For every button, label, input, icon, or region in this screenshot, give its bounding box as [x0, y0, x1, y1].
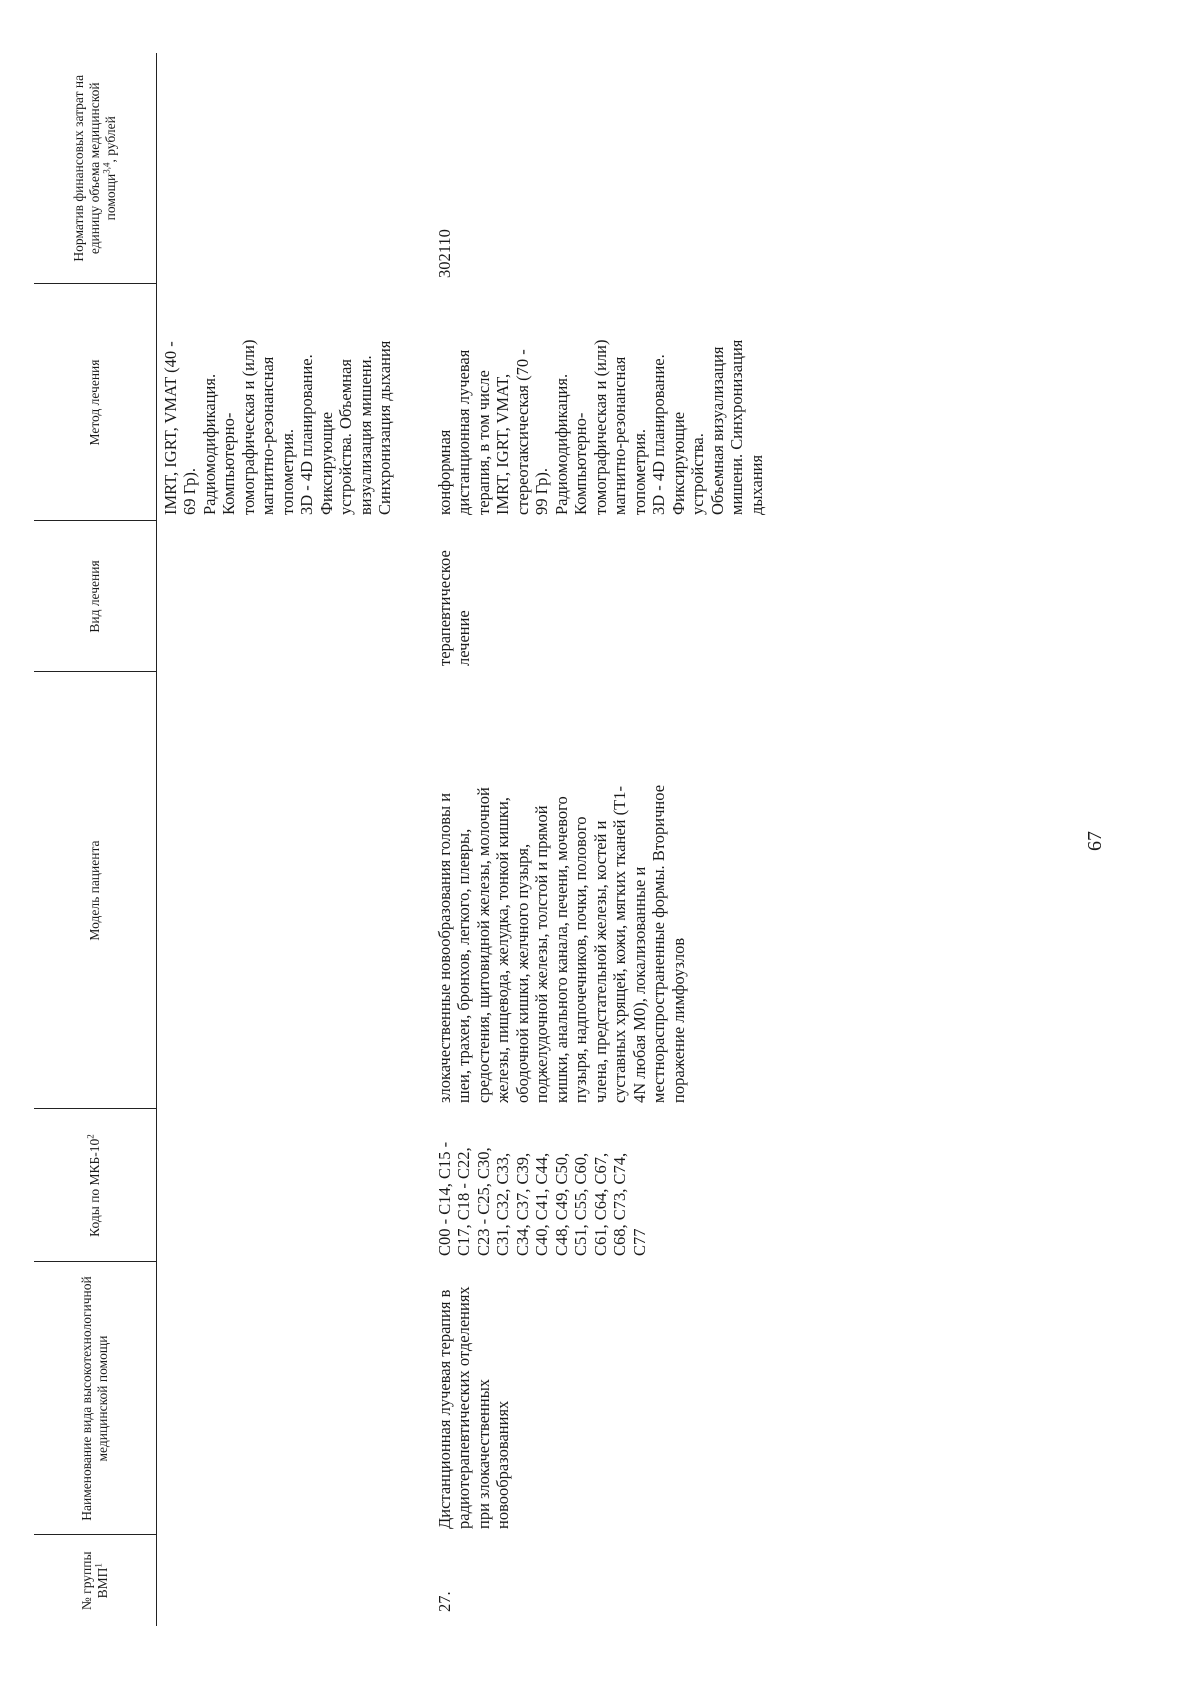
- header-group-number: № группы ВМП$^1$: [34, 1535, 156, 1626]
- cell-empty: [156, 672, 425, 1109]
- cell-treatment-method: конформная дистанционная лучевая терапия, в том числе IMRT, IGRT, VMAT, стереотаксическая (70 - 99 Гр). Радиомодификация. Компьютерно- томографическая и (или) магнитно-резонансная топометрия. 3D - 4D планирование. Фиксирующие устройства. Объемная визуализация мишени. Синхронизация дыхания: [434, 339, 766, 515]
- table-row-27: [425, 53, 771, 1626]
- table-row-continuation: [156, 53, 425, 1626]
- page-number: 67: [1084, 831, 1106, 851]
- cell-empty: [156, 1535, 425, 1626]
- header-vmp-name: Наименование вида высокотехнологичной медицинской помощи: [34, 1262, 156, 1535]
- cell-vmp-name: Дистанционная лучевая терапия в радиотерапевтических отделениях при злокачественных новообразованиях: [434, 1286, 512, 1529]
- cell-method-continuation: IMRT, IGRT, VMAT (40 - 69 Гр). Радиомодификация. Компьютерно- томографическая и (или) магнитно-резонансная топометрия. 3D - 4D планирование. Фиксирующие устройства. Объемная визуализация мишени. Синхронизация дыхания: [160, 339, 394, 515]
- cell-treatment-type: терапевтическое лечение: [434, 550, 473, 666]
- cell-empty: [156, 1262, 425, 1535]
- cell-patient-model: злокачественные новообразования головы и шеи, трахеи, бронхов, легкого, плевры, средостения, щитовидной железы, молочной железы, пищевода, желудка, тонкой кишки, ободочной кишки, желчного пузыря, поджелудочной железы, толстой и прямой кишки, анального канала, печени, мочевого пузыря, надпочечников, почки, полового члена, предстательной железы, костей и суставных хрящей, кожи, мягких тканей (T1- 4N любая M0), локализованные и местнораспространенные формы. Вторичное поражение лимфоузлов: [434, 784, 688, 1103]
- cell-empty: [156, 521, 425, 672]
- table-header: [34, 53, 156, 1626]
- cell-group-number: 27.: [434, 1591, 454, 1612]
- cell-empty: [156, 53, 425, 284]
- cell-icd-codes: C00 - C14, C15 - C17, C18 - C22, C23 - C25, C30, C31, C32, C33, C34, C37, C39, C40, C41, C44, C48, C49, C50, C51, C55, C60, C61, C64, C67, C68, C73, C74, C77: [434, 1141, 649, 1256]
- cell-empty: [156, 1109, 425, 1262]
- header-icd-codes: Коды по МКБ-$10^2$: [34, 1109, 156, 1262]
- header-treatment-type: Вид лечения: [34, 521, 156, 672]
- cell-cost: 302110: [434, 229, 454, 278]
- header-cost-norm: Норматив финансовых затрат на единицу объема медицинской помощи$^{3,4}$, рублей: [34, 53, 156, 284]
- header-patient-model: Модель пациента: [34, 672, 156, 1109]
- header-treatment-method: Метод лечения: [34, 284, 156, 521]
- vmp-table: [34, 53, 770, 1626]
